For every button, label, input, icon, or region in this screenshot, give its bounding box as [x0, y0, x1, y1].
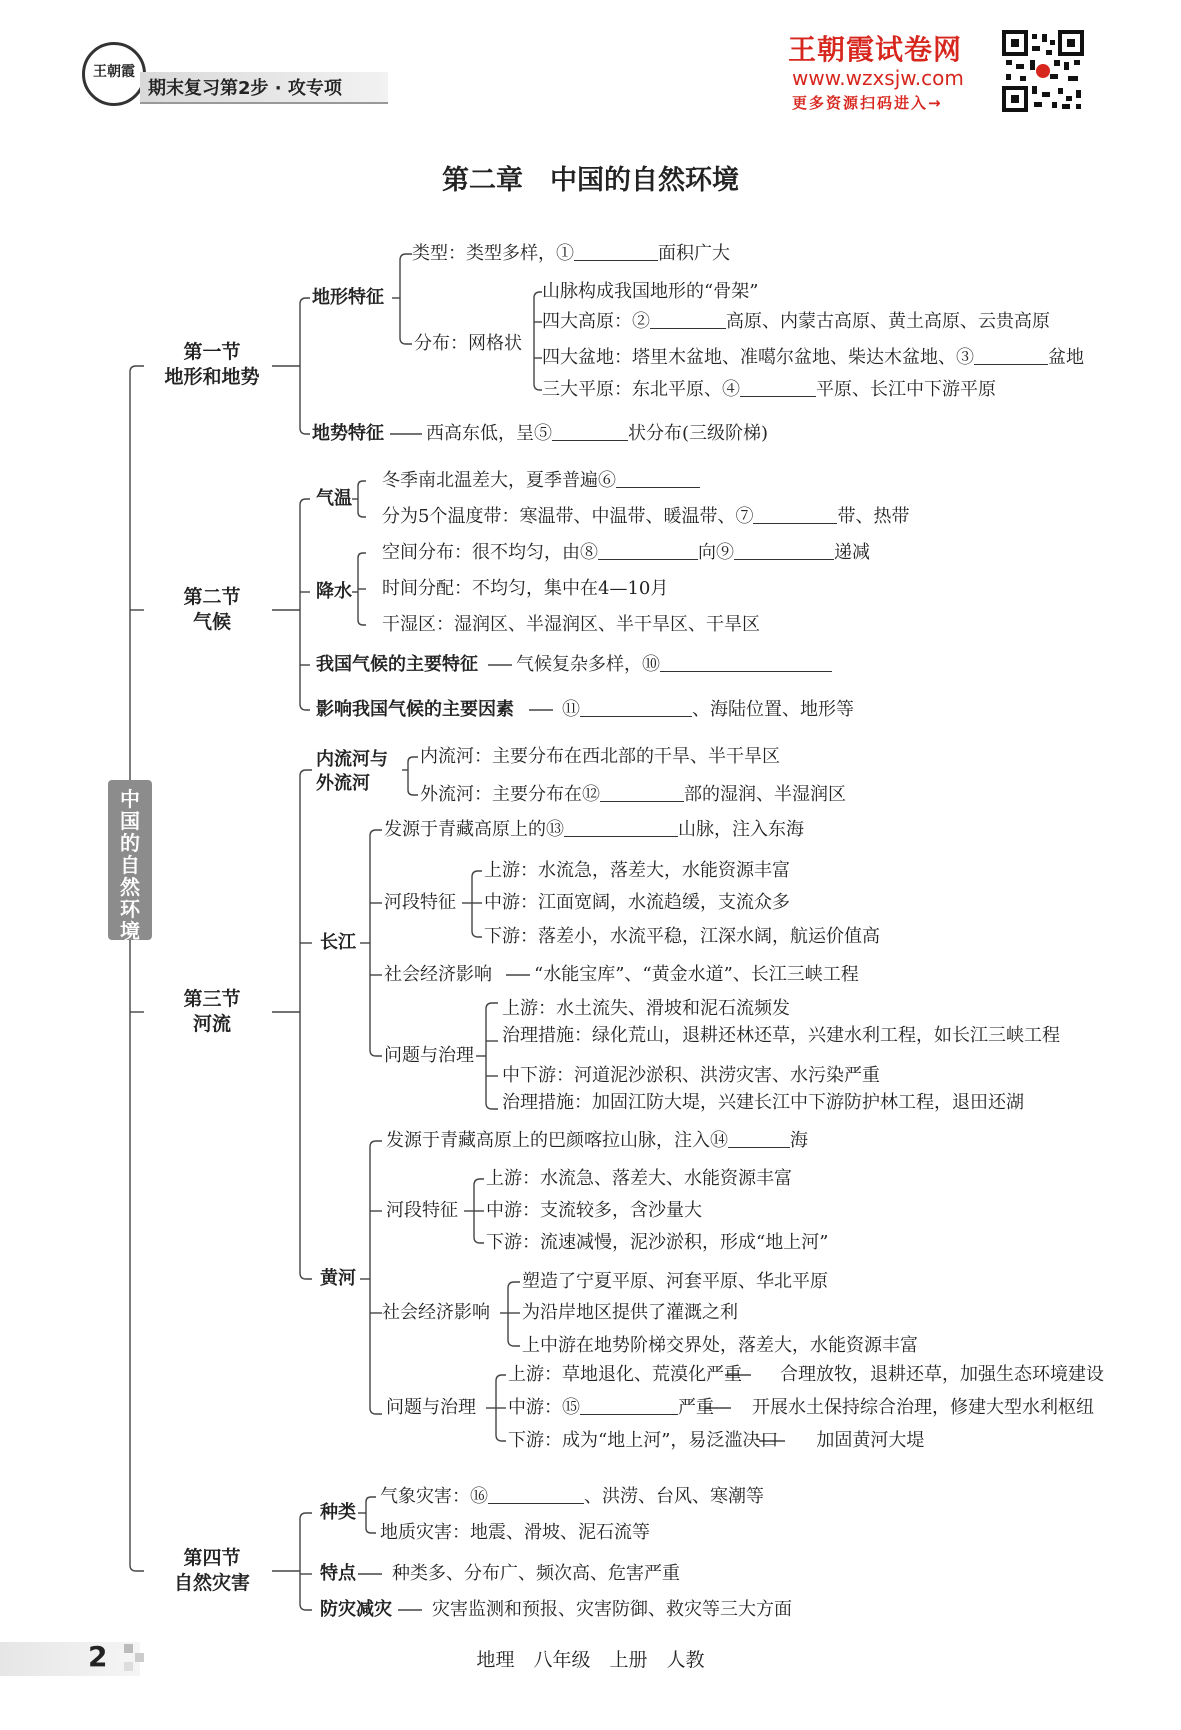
section-1-title: 第一节 地形和地势 [164, 341, 260, 388]
outer-river-line: 外流河：主要分布在⑫ 部的湿润、半湿润区 [420, 784, 846, 805]
plains-line: 三大平原：东北平原、④ 平原、长江中下游平原 [542, 379, 996, 400]
yellow-river-problem-2: 中游：⑮ 严重 开展水土保持综合治理，修建大型水利枢纽 [508, 1397, 1094, 1418]
yellow-river-socio-1: 塑造了宁夏平原、河套平原、华北平原 [522, 1271, 828, 1292]
yangtze-upper: 上游：水流急，落差大，水能资源丰富 [484, 860, 790, 881]
yangtze-problem-1: 上游：水土流失、滑坡和泥石流频发 [502, 998, 790, 1019]
basins-line: 四大盆地：塔里木盆地、准噶尔盆地、柴达木盆地、③ 盆地 [542, 347, 1084, 368]
section-3-title: 第三节 河流 [183, 988, 241, 1035]
blank-4[interactable] [740, 380, 816, 397]
climate-factor-label: 影响我国气候的主要因素 [316, 699, 514, 720]
page-number: 2 [88, 1640, 108, 1673]
yellow-river-socio-3: 上中游在地势阶梯交界处，落差大，水能资源丰富 [522, 1335, 918, 1356]
blank-16[interactable] [488, 1487, 584, 1504]
blank-6[interactable] [616, 471, 700, 488]
blank-8[interactable] [598, 543, 698, 560]
disaster-feature-label: 特点 [320, 1563, 356, 1584]
precipitation-label: 降水 [316, 581, 352, 602]
page-title: 第二章 中国的自然环境 [442, 165, 739, 196]
plateaus-line: 四大高原：② 高原、内蒙古高原、黄土高原、云贵高原 [542, 311, 1050, 332]
precipitation-line-3: 干湿区：湿润区、半湿润区、半干旱区、干旱区 [382, 614, 760, 635]
yangtze-socio-line: “水能宝库”、“黄金水道”、长江三峡工程 [534, 964, 859, 985]
yellow-river-problem-label: 问题与治理 [386, 1397, 476, 1418]
blank-12[interactable] [600, 785, 684, 802]
slope-label: 地势特征 [312, 423, 384, 444]
precipitation-line-2: 时间分配：不均匀，集中在4—10月 [382, 578, 669, 599]
yellow-river-source-line: 发源于青藏高原上的巴颜喀拉山脉，注入⑭ 海 [386, 1130, 808, 1151]
blank-3[interactable] [974, 348, 1048, 365]
inner-outer-river-label: 内流河与 外流河 [316, 749, 388, 794]
terrain-label: 地形特征 [312, 287, 384, 308]
yellow-river-middle: 中游：支流较多，含沙量大 [486, 1200, 702, 1221]
temperature-line-2: 分为5个温度带：寒温带、中温带、暖温带、⑦ 带、热带 [382, 506, 910, 527]
yangtze-segment-label: 河段特征 [384, 892, 456, 913]
section-2-title: 第二节 气候 [183, 586, 241, 633]
climate-main-feature-label: 我国气候的主要特征 [316, 654, 478, 675]
blank-2[interactable] [650, 312, 726, 329]
blank-1[interactable] [574, 244, 658, 261]
yellow-river-socio-2: 为沿岸地区提供了灌溉之利 [522, 1302, 738, 1323]
blank-7[interactable] [753, 507, 837, 524]
yellow-river-problem-3: 下游：成为“地上河”，易泛滥决口 加固黄河大堤 [508, 1430, 925, 1451]
brand-name: 王朝霞试卷网 [788, 33, 963, 66]
yangtze-socio-label: 社会经济影响 [384, 964, 492, 985]
precipitation-line-1: 空间分布：很不均匀，由⑧ 向⑨ 递减 [382, 542, 870, 563]
inner-river-line: 内流河：主要分布在西北部的干旱、半干旱区 [420, 746, 780, 767]
yangtze-problem-label: 问题与治理 [384, 1045, 474, 1066]
series-label: 期末复习第2步 · 攻专项 [148, 78, 342, 99]
slope-line: 西高东低，呈⑤ 状分布(三级阶梯) [426, 423, 769, 444]
climate-main-feature-line: 气候复杂多样，⑩ [516, 654, 832, 676]
yellow-river-lower: 下游：流速减慢，泥沙淤积，形成“地上河” [486, 1232, 829, 1253]
yellow-river-problem-1: 上游：草地退化、荒漠化严重 合理放牧，退耕还草，加强生态环境建设 [508, 1364, 1104, 1385]
yangtze-measure-1: 治理措施：绿化荒山，退耕还林还草，兴建水利工程，如长江三峡工程 [502, 1025, 1060, 1046]
yangtze-middle: 中游：江面宽阔，水流趋缓，支流众多 [484, 892, 790, 913]
yangtze-label: 长江 [320, 932, 356, 953]
climate-factor-line: ⑪ 、海陆位置、地形等 [562, 699, 854, 720]
blank-14[interactable] [728, 1131, 790, 1148]
blank-5[interactable] [552, 424, 628, 441]
blank-10[interactable] [660, 655, 832, 672]
root-label: 中国的自然环境 [120, 787, 140, 943]
disaster-prevention-line: 灾害监测和预报、灾害防御、救灾等三大方面 [432, 1599, 792, 1620]
yangtze-source-line: 发源于青藏高原上的⑬ 山脉，注入东海 [384, 819, 804, 840]
mountains-line: 山脉构成我国地形的“骨架” [542, 281, 759, 302]
logo-text: 王朝霞 [93, 64, 135, 80]
weather-disaster-line: 气象灾害：⑯ 、洪涝、台风、寒潮等 [380, 1486, 764, 1507]
brand-slogan: 更多资源扫码进入→ [792, 94, 943, 112]
yellow-river-segment-label: 河段特征 [386, 1200, 458, 1221]
disaster-type-label: 种类 [320, 1502, 356, 1523]
footer-info: 地理 八年级 上册 人教 [476, 1649, 705, 1671]
yangtze-measure-2: 治理措施：加固江防大堤，兴建长江中下游防护林工程，退田还湖 [502, 1092, 1024, 1113]
disaster-prevention-label: 防灾减灾 [320, 1599, 392, 1620]
yellow-river-label: 黄河 [320, 1268, 356, 1289]
terrain-distribution-label: 分布：网格状 [414, 333, 522, 354]
brand-url[interactable]: www.wzxsjw.com [792, 66, 964, 90]
yellow-river-socio-label: 社会经济影响 [382, 1302, 490, 1323]
blank-11[interactable] [580, 700, 692, 717]
terrain-type: 类型：类型多样，① 面积广大 [412, 243, 730, 264]
blank-15[interactable] [580, 1398, 678, 1415]
temperature-label: 气温 [316, 488, 352, 509]
yangtze-lower: 下游：落差小，水流平稳，江深水阔，航运价值高 [484, 926, 880, 947]
temperature-line-1: 冬季南北温差大，夏季普遍⑥ [382, 470, 700, 492]
yellow-river-upper: 上游：水流急、落差大、水能资源丰富 [486, 1168, 792, 1189]
yangtze-problem-2: 中下游：河道泥沙淤积、洪涝灾害、水污染严重 [502, 1065, 880, 1086]
blank-9[interactable] [734, 543, 834, 560]
blank-13[interactable] [564, 820, 678, 837]
geo-disaster-line: 地质灾害：地震、滑坡、泥石流等 [380, 1522, 650, 1543]
disaster-feature-line: 种类多、分布广、频次高、危害严重 [392, 1563, 680, 1584]
section-4-title: 第四节 自然灾害 [173, 1547, 250, 1594]
